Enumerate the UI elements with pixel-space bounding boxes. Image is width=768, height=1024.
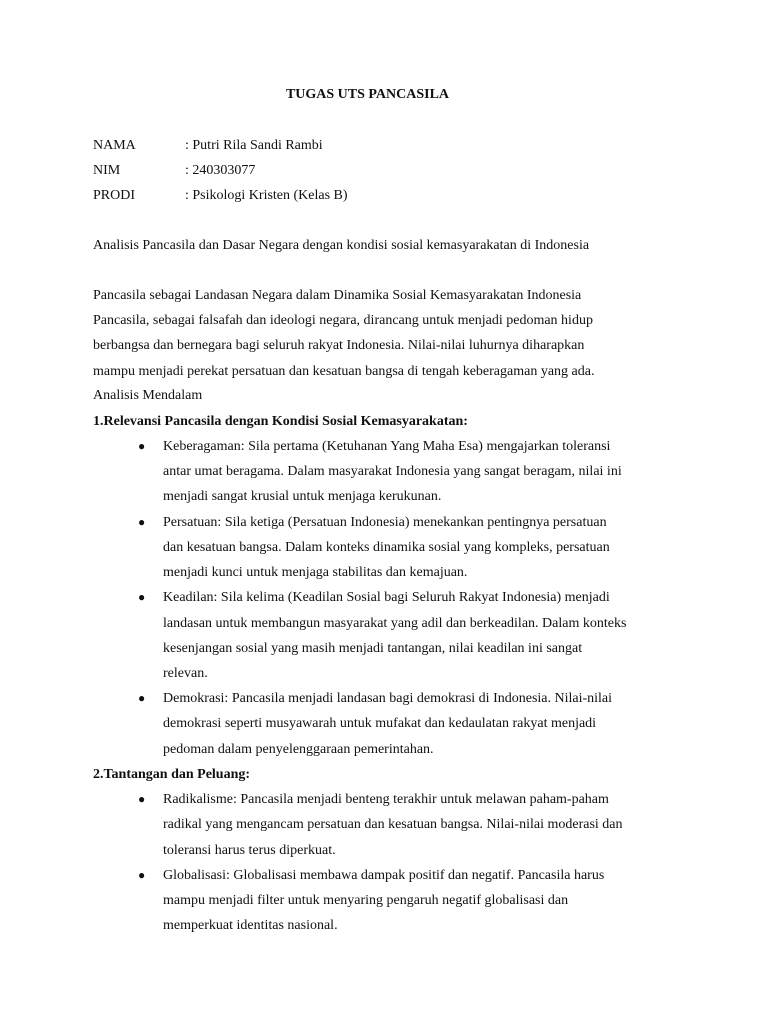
info-label-prodi: PRODI <box>93 188 136 203</box>
section-heading-relevansi: 1.Relevansi Pancasila dengan Kondisi Sosial Kemasyarakatan: <box>93 414 468 429</box>
bullet-line: pedoman dalam penyelenggaraan pemerintahan. <box>163 742 434 757</box>
intro-line: mampu menjadi perekat persatuan dan kesatuan bangsa di tengah keberagaman yang ada. <box>93 364 595 379</box>
bullet-line: kesenjangan sosial yang masih menjadi tantangan, nilai keadilan ini sangat <box>163 641 583 656</box>
bullet-line: antar umat beragama. Dalam masyarakat Indonesia yang sangat beragam, nilai ini <box>163 464 622 479</box>
bullet-line: Keberagaman: Sila pertama (Ketuhanan Yang Maha Esa) mengajarkan toleransi <box>163 439 611 454</box>
document-title: TUGAS UTS PANCASILA <box>285 87 450 102</box>
bullet-line: Keadilan: Sila kelima (Keadilan Sosial bagi Seluruh Rakyat Indonesia) menjadi <box>163 590 610 605</box>
bullet-icon: ● <box>138 439 146 453</box>
bullet-line: memperkuat identitas nasional. <box>163 918 338 933</box>
intro-subheading: Analisis Mendalam <box>93 388 203 403</box>
info-value-nama: : Putri Rila Sandi Rambi <box>185 138 323 153</box>
bullet-line: Radikalisme: Pancasila menjadi benteng terakhir untuk melawan paham-paham <box>163 792 609 807</box>
bullet-icon: ● <box>138 691 146 705</box>
bullet-icon: ● <box>138 792 146 806</box>
bullet-icon: ● <box>138 515 146 529</box>
bullet-line: Persatuan: Sila ketiga (Persatuan Indonesia) menekankan pentingnya persatuan <box>163 515 607 530</box>
bullet-icon: ● <box>138 590 146 604</box>
info-label-nim: NIM <box>93 163 121 178</box>
bullet-icon: ● <box>138 868 146 882</box>
bullet-line: landasan untuk membangun masyarakat yang adil dan berkeadilan. Dalam konteks <box>163 616 627 631</box>
bullet-line: Demokrasi: Pancasila menjadi landasan bagi demokrasi di Indonesia. Nilai-nilai <box>163 691 613 706</box>
bullet-line: demokrasi seperti musyawarah untuk mufakat dan kedaulatan rakyat menjadi <box>163 716 597 731</box>
section-heading-tantangan: 2.Tantangan dan Peluang: <box>93 767 251 782</box>
bullet-line: Globalisasi: Globalisasi membawa dampak positif dan negatif. Pancasila harus <box>163 868 605 883</box>
info-value-nim: : 240303077 <box>185 163 256 178</box>
intro-line: berbangsa dan bernegara bagi seluruh rakyat Indonesia. Nilai-nilai luhurnya diharapkan <box>93 338 585 353</box>
bullet-line: menjadi sangat krusial untuk menjaga kerukunan. <box>163 489 442 504</box>
intro-heading: Pancasila sebagai Landasan Negara dalam Dinamika Sosial Kemasyarakatan Indonesia <box>93 288 582 303</box>
bullet-line: dan kesatuan bangsa. Dalam konteks dinamika sosial yang kompleks, persatuan <box>163 540 610 555</box>
bullet-line: toleransi harus terus diperkuat. <box>163 843 336 858</box>
bullet-line: mampu menjadi filter untuk menyaring pengaruh negatif globalisasi dan <box>163 893 569 908</box>
bullet-line: menjadi kunci untuk menjaga stabilitas dan kemajuan. <box>163 565 468 580</box>
info-value-prodi: : Psikologi Kristen (Kelas B) <box>185 188 348 203</box>
topic-line: Analisis Pancasila dan Dasar Negara dengan kondisi sosial kemasyarakatan di Indonesia <box>93 238 590 253</box>
bullet-line: relevan. <box>163 666 208 681</box>
intro-line: Pancasila, sebagai falsafah dan ideologi negara, dirancang untuk menjadi pedoman hidup <box>93 313 593 328</box>
info-label-nama: NAMA <box>93 138 136 153</box>
bullet-line: radikal yang mengancam persatuan dan kesatuan bangsa. Nilai-nilai moderasi dan <box>163 817 623 832</box>
